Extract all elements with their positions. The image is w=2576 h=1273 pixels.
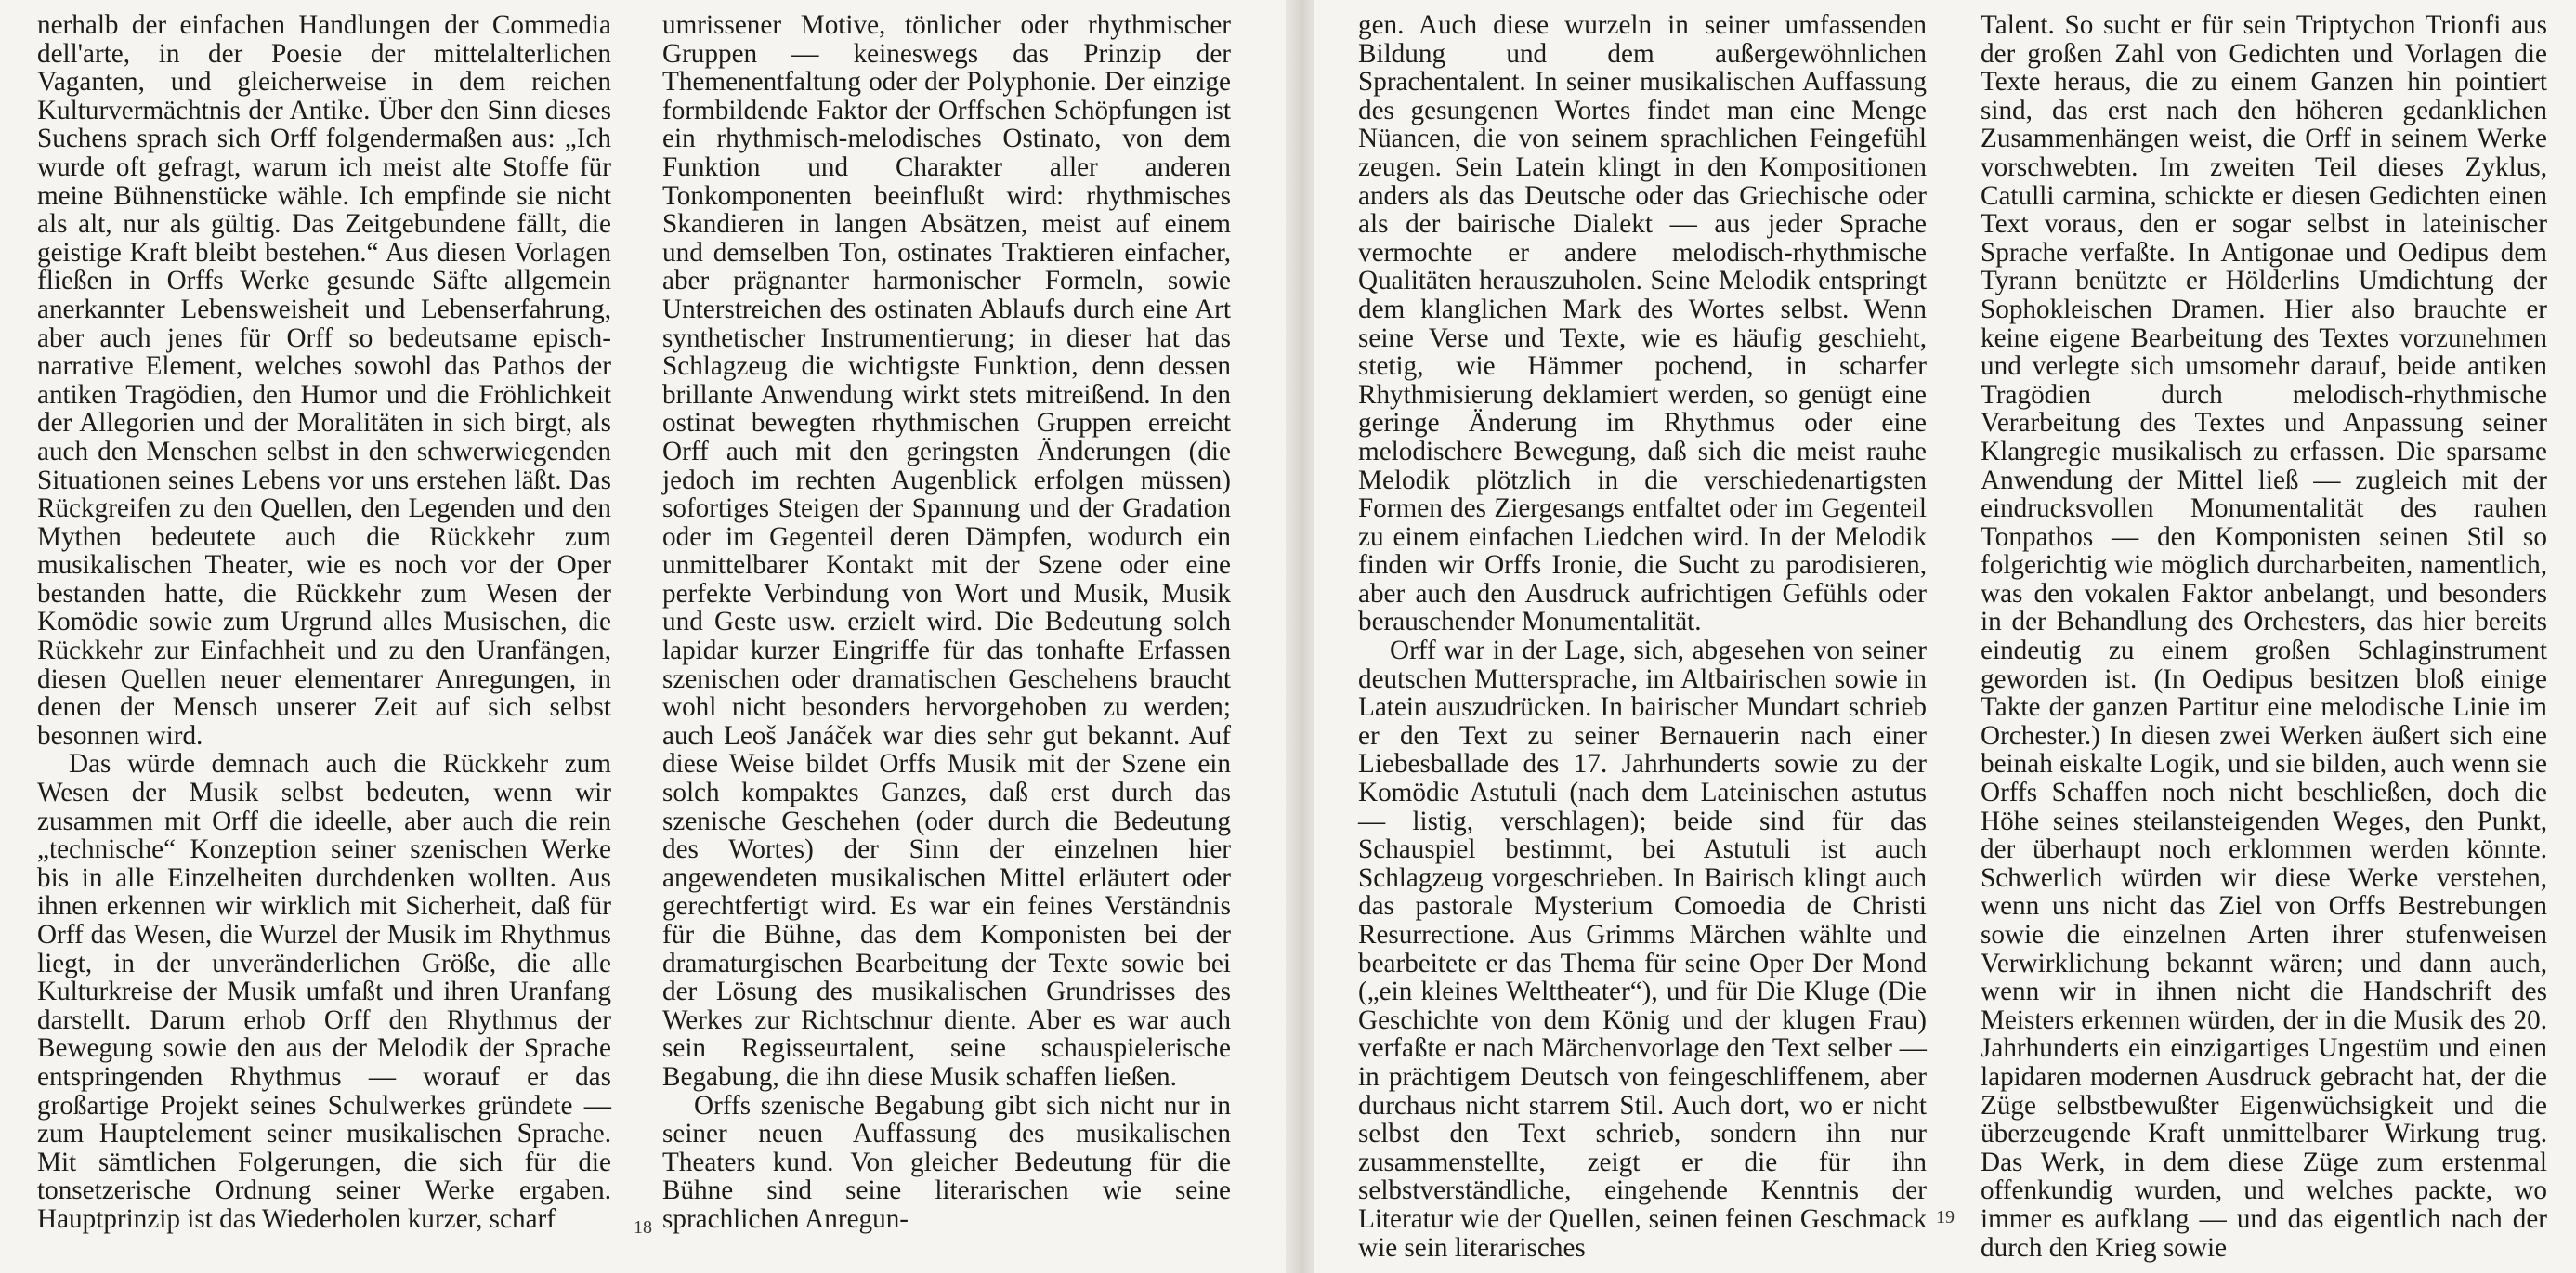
paragraph: Talent. So sucht er für sein Triptychon Trionfi aus der großen Zahl von Gedichten und Vorlagen die Texte heraus, die zu einem Ganzen hin pointiert sind, das erst nach den höheren gedanklichen Zusammenhängen weist, die Orff in seinem Werke vorschwebten. Im zweiten Teil dieses Zyklus, Catulli carmina, schickte er diesen Gedichten einen Text voraus, den er sogar selbst in lateinischer Sprache verfaßte. In Antigonae und Oedipus dem Tyrann benützte er Hölderlins Umdichtung der Sophokleischen Dramen. Hier also brauchte er keine eigene Bearbeitung des Textes vorzunehmen und verlegte sich umsomehr darauf, beide antiken Tragödien durch melodisch-rhythmische Verarbeitung des Textes und Anpassung seiner Klangregie musikalisch zu erfassen. Die sparsame Anwendung der Mittel ließ — zugleich mit der eindrucksvollen Monumentalität des rauhen Tonpathos — den Komponisten seinen Stil so folgerichtig wie möglich durcharbeiten, namentlich, was den vokalen Faktor anbelangt, und besonders in der Behandlung des Orchesters, das hier bereits eindeutig zu einem großen Schlaginstrument geworden ist. (In Oedipus besitzen bloß einige Takte der ganzen Partitur eine melodische Linie im Orchester.) In diesen zwei Werken äußert sich eine beinah eiskalte Logik, und sie bilden, auch wenn sie Orffs Schaffen noch nicht beschließen, doch die Höhe seines steilansteigenden Weges, den Punkt, der überhaupt noch erklommen werden könnte. Schwerlich würden wir diese Werke verstehen, wenn uns nicht das Ziel von Orffs Bestrebungen sowie die einzelnen Arten ihrer stufenweisen Verwirklichung bekannt wären; und dann auch, wenn wir in ihnen nicht die Handschrift des Meisters erkennen würden, der in die Musik des 20. Jahrhunderts ein einzigartiges Ungestüm und einen lapidaren modernen Ausdruck gebracht hat, der die Züge selbstbewußter Eigenwüchsigkeit und die überzeugende Kraft unmittelbarer Wirkung trug. Das Werk, in dem diese Züge zum erstenmal offenkundig wurden, und welches packte, wo immer es aufklang — und das eigentlich nach der durch den Krieg sowie: [1981, 10, 2547, 1263]
paragraph: Orff war in der Lage, sich, abgesehen von seiner deutschen Muttersprache, im Altbairischen sowie in Latein auszudrücken. In bairischer Mundart schrieb er den Text zu seiner Bernauerin nach einer Liebesballade des 17. Jahrhunderts sowie zu der Komödie Astutuli (nach dem Lateinischen astutus — listig, verschlagen); beide sind für das Schauspiel bestimmt, bei Astutuli ist auch Schlagzeug vorgeschrieben. In Bairisch klingt auch das pastorale Mysterium Comoedia de Christi Resurrectione. Aus Grimms Märchen wählte und bearbeitete er das Thema für seine Oper Der Mond („ein kleines Welttheater“), und für Die Kluge (Die Geschichte von dem König und der klugen Frau) verfaßte er nach Märchenvorlage den Text selber — in prächtigem Deutsch von feingeschliffenem, aber durchaus nicht starrem Stil. Auch dort, wo er nicht selbst den Text schrieb, sondern ihn nur zusammenstellte, zeigt er die für ihn selbstverständliche, eingehende Kenntnis der Literatur wie der Quellen, seinen feinen Geschmack wie sein literarisches: [1358, 636, 1927, 1263]
text-column-2: [662, 10, 1231, 1234]
page-number-left: 18: [634, 1217, 652, 1238]
text-column-1: [37, 10, 611, 1234]
book-gutter: [1286, 0, 1314, 1273]
text-column-4: [1981, 10, 2547, 1263]
paragraph: nerhalb der einfachen Handlungen der Commedia dell'arte, in der Poesie der mittelalterlichen Vaganten, und gleicherweise in dem reichen Kulturvermächtnis der Antike. Über den Sinn dieses Suchens sprach sich Orff folgendermaßen aus: „Ich wurde oft gefragt, warum ich meist alte Stoffe für meine Bühnenstücke wähle. Ich empfinde sie nicht als alt, nur als gültig. Das Zeitgebundene fällt, die geistige Kraft bleibt bestehen.“ Aus diesen Vorlagen fließen in Orffs Werke gesunde Säfte allgemein anerkannter Lebensweisheit und Lebenserfahrung, aber auch jenes für Orff so bedeutsame episch-narrative Element, welches sowohl das Pathos der antiken Tragödien, den Humor und die Fröhlichkeit der Allegorien und der Moralitäten in sich birgt, als auch den Menschen selbst in den schwerwiegenden Situationen seines Lebens vor uns erstehen läßt. Das Rückgreifen zu den Quellen, den Legenden und den Mythen bedeutete auch die Rückkehr zum musikalischen Theater, wie es noch vor der Oper bestanden hatte, die Rückkehr zum Wesen der Komödie sowie zum Urgrund alles Musischen, die Rückkehr zur Einfachheit und zu den Uranfängen, diesen Quellen neuer elementarer Anregungen, in denen der Mensch unserer Zeit auf sich selbst besonnen wird.: [37, 10, 611, 751]
paragraph: Orffs szenische Begabung gibt sich nicht nur in seiner neuen Auffassung des musikalischen Theaters kund. Von gleicher Bedeutung für die Bühne sind seine literarischen wie seine sprachlichen Anregun-: [662, 1090, 1231, 1234]
paragraph: umrissener Motive, tönlicher oder rhythmischer Gruppen — keineswegs das Prinzip der Themenentfaltung oder der Polyphonie. Der einzige formbildende Faktor der Orffschen Schöpfungen ist ein rhythmisch-melodisches Ostinato, von dem Funktion und Charakter aller anderen Tonkomponenten beeinflußt wird: rhythmisches Skandieren in langen Absätzen, meist auf einem und demselben Ton, ostinates Traktieren einfacher, aber prägnanter harmonischer Formeln, sowie Unterstreichen des ostinaten Ablaufs durch eine Art synthetischer Instrumentierung; in dieser hat das Schlagzeug die wichtigste Funktion, denn dessen brillante Anwendung wirkt stets mitreißend. In den ostinat bewegten rhythmischen Gruppen erreicht Orff auch mit den geringsten Änderungen (die jedoch im rechten Augenblick erfolgen müssen) sofortiges Steigen der Spannung und der Gradation oder im Gegenteil deren Dämpfen, wodurch ein unmittelbarer Kontakt mit der Szene oder eine perfekte Verbindung von Wort und Musik, Musik und Geste usw. erzielt wird. Die Bedeutung solch lapidar kurzer Eingriffe für das tonhafte Erfassen szenischen oder dramatischen Geschehens braucht wohl nicht besonders hervorgehoben zu werden; auch Leoš Janáček war dies sehr gut bekannt. Auf diese Weise bildet Orffs Musik mit der Szene ein solch kompaktes Ganzes, daß erst durch das szenische Geschehen (oder durch die Bedeutung des Wortes) der Sinn der einzelnen hier angewendeten musikalischen Mittel erläutert oder gerechtfertigt wird. Es war ein feines Verständnis für die Bühne, das dem Komponisten bei der dramaturgischen Bearbeitung der Texte sowie bei der Lösung des musikalischen Grundrisses des Werkes zur Richtschnur diente. Aber es war auch sein Regisseurtalent, seine schauspielerische Begabung, die ihn diese Musik schaffen ließen.: [662, 10, 1231, 1092]
page-number-right: 19: [1936, 1207, 1955, 1227]
paragraph: gen. Auch diese wurzeln in seiner umfassenden Bildung und dem außergewöhnlichen Sprachentalent. In seiner musikalischen Auffassung des gesungenen Wortes findet man eine Menge Nüancen, die von seinem sprachlichen Feingefühl zeugen. Sein Latein klingt in den Kompositionen anders als das Deutsche oder das Griechische oder als der bairische Dialekt — aus jeder Sprache vermochte er andere melodisch-rhythmische Qualitäten herauszuholen. Seine Melodik entspringt dem klanglichen Mark des Wortes selbst. Wenn seine Verse und Texte, wie es häufig geschieht, stetig, wie Hämmer pochend, in scharfer Rhythmisierung deklamiert werden, so genügt eine geringe Änderung im Rhythmus oder eine melodischere Bewegung, daß sich die meist rauhe Melodik plötzlich in die verschiedenartigsten Formen des Ziergesangs entfaltet oder im Gegenteil zu einem einfachen Liedchen wird. In der Melodik finden wir Orffs Ironie, die Sucht zu parodisieren, aber auch den Ausdruck aufrichtigen Gefühls oder berauschender Monumentalität.: [1358, 10, 1927, 637]
paragraph: Das würde demnach auch die Rückkehr zum Wesen der Musik selbst bedeuten, wenn wir zusammen mit Orff die ideelle, aber auch die rein „technische“ Konzeption seiner szenischen Werke bis in alle Einzelheiten durchdenken wollten. Aus ihnen erkennen wir wirklich mit Sicherheit, daß für Orff das Wesen, die Wurzel der Musik im Rhythmus liegt, in der unveränderlichen Größe, die alle Kulturkreise der Musik umfaßt und ihren Uranfang darstellt. Darum erhob Orff den Rhythmus der Bewegung sowie den aus der Melodik der Sprache entspringenden Rhythmus — worauf er das großartige Projekt seines Schulwerkes gründete — zum Hauptelement seiner musikalischen Sprache. Mit sämtlichen Folgerungen, die sich für die tonsetzerische Ordnung seiner Werke ergaben. Hauptprinzip ist das Wiederholen kurzer, scharf: [37, 749, 611, 1234]
text-column-3: [1358, 10, 1927, 1263]
